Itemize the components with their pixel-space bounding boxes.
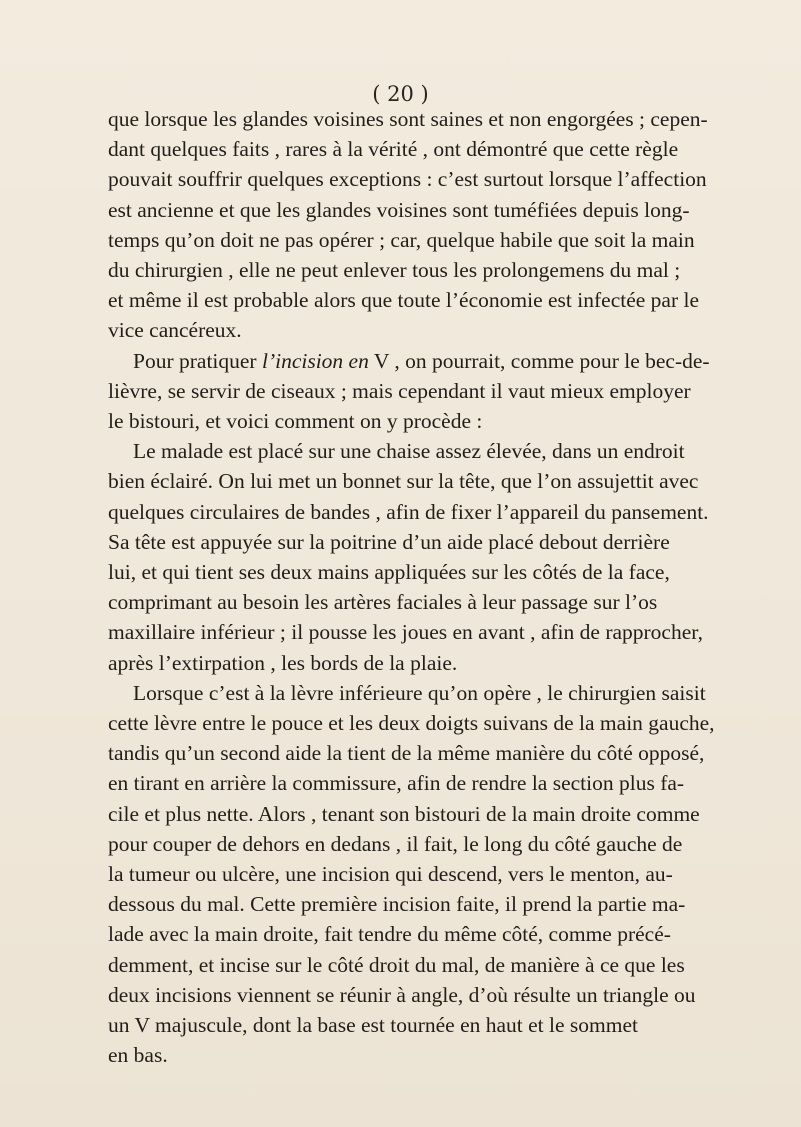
text-line: en tirant en arrière la commissure, afin de rendre la section plus fa-	[108, 771, 685, 796]
text-line: lade avec la main droite, fait tendre du même côté, comme précé-	[108, 922, 671, 947]
text-line: après l’extirpation , les bords de la plaie.	[108, 650, 458, 675]
italic-term: l’incision en	[261, 348, 369, 373]
text-line: pouvait souffrir quelques exceptions : c’est surtout lorsque l’affection	[108, 167, 707, 192]
text-line: Sa tête est appuyée sur la poitrine d’un aide placé debout derrière	[108, 529, 670, 554]
text-line: lui, et qui tient ses deux mains appliquées sur les côtés de la face,	[108, 560, 670, 585]
text-line: comprimant au besoin les artères faciales à leur passage sur l’os	[108, 590, 658, 615]
text-line: cette lèvre entre le pouce et les deux doigts suivans de la main gauche,	[108, 711, 715, 736]
text-line: dant quelques faits , rares à la vérité , ont démontré que cette règle	[108, 137, 679, 162]
body-text	[108, 104, 798, 1071]
text-line: temps qu’on doit ne pas opérer ; car, quelque habile que soit la main	[108, 227, 695, 252]
text-line: pour couper de dehors en dedans , il fait, le long du côté gauche de	[108, 831, 683, 856]
text-line: vice cancéreux.	[108, 318, 242, 343]
page-number: ( 20 )	[372, 82, 429, 106]
text-line: deux incisions viennent se réunir à angle, d’où résulte un triangle ou	[108, 982, 696, 1007]
text-line: que lorsque les glandes voisines sont saines et non engorgées ; cepen-	[108, 107, 708, 131]
paragraph-start-line	[108, 346, 798, 376]
text-line: bien éclairé. On lui met un bonnet sur la tête, que l’on assujettit avec	[108, 469, 699, 494]
text-line: la tumeur ou ulcère, une incision qui descend, vers le menton, au-	[108, 862, 673, 887]
text-line: un V majuscule, dont la base est tournée en haut et le sommet	[108, 1013, 639, 1038]
text-line: quelques circulaires de bandes , afin de fixer l’appareil du pansement.	[108, 499, 709, 524]
text-line: est ancienne et que les glandes voisines sont tuméfiées depuis long-	[108, 197, 690, 222]
text-line: Le malade est placé sur une chaise assez élevée, dans un endroit	[133, 439, 685, 464]
text-line: cile et plus nette. Alors , tenant son bistouri de la main droite comme	[108, 801, 700, 826]
text-line: tandis qu’un second aide la tient de la même manière du côté opposé,	[108, 741, 705, 766]
text-line: dessous du mal. Cette première incision faite, il prend la partie ma-	[108, 892, 686, 917]
text-line: et même il est probable alors que toute l’économie est infectée par le	[108, 288, 700, 313]
text-line: demment, et incise sur le côté droit du mal, de manière à ce que les	[108, 952, 685, 977]
text-line: maxillaire inférieur ; il pousse les joues en avant , afin de rapprocher,	[108, 620, 703, 645]
text-line: le bistouri, et voici comment on y procède :	[108, 409, 483, 434]
text-line: Lorsque c’est à la lèvre inférieure qu’on opère , le chirurgien saisit	[133, 680, 706, 705]
text-line: en bas.	[108, 1043, 168, 1068]
text-segment: V , on pourrait, comme pour le bec-de-	[368, 348, 710, 373]
text-line: lièvre, se servir de ciseaux ; mais cependant il vaut mieux employer	[108, 378, 691, 403]
text-segment: Pour pratiquer	[133, 348, 262, 373]
text-line: du chirurgien , elle ne peut enlever tous les prolongemens du mal ;	[108, 258, 681, 283]
